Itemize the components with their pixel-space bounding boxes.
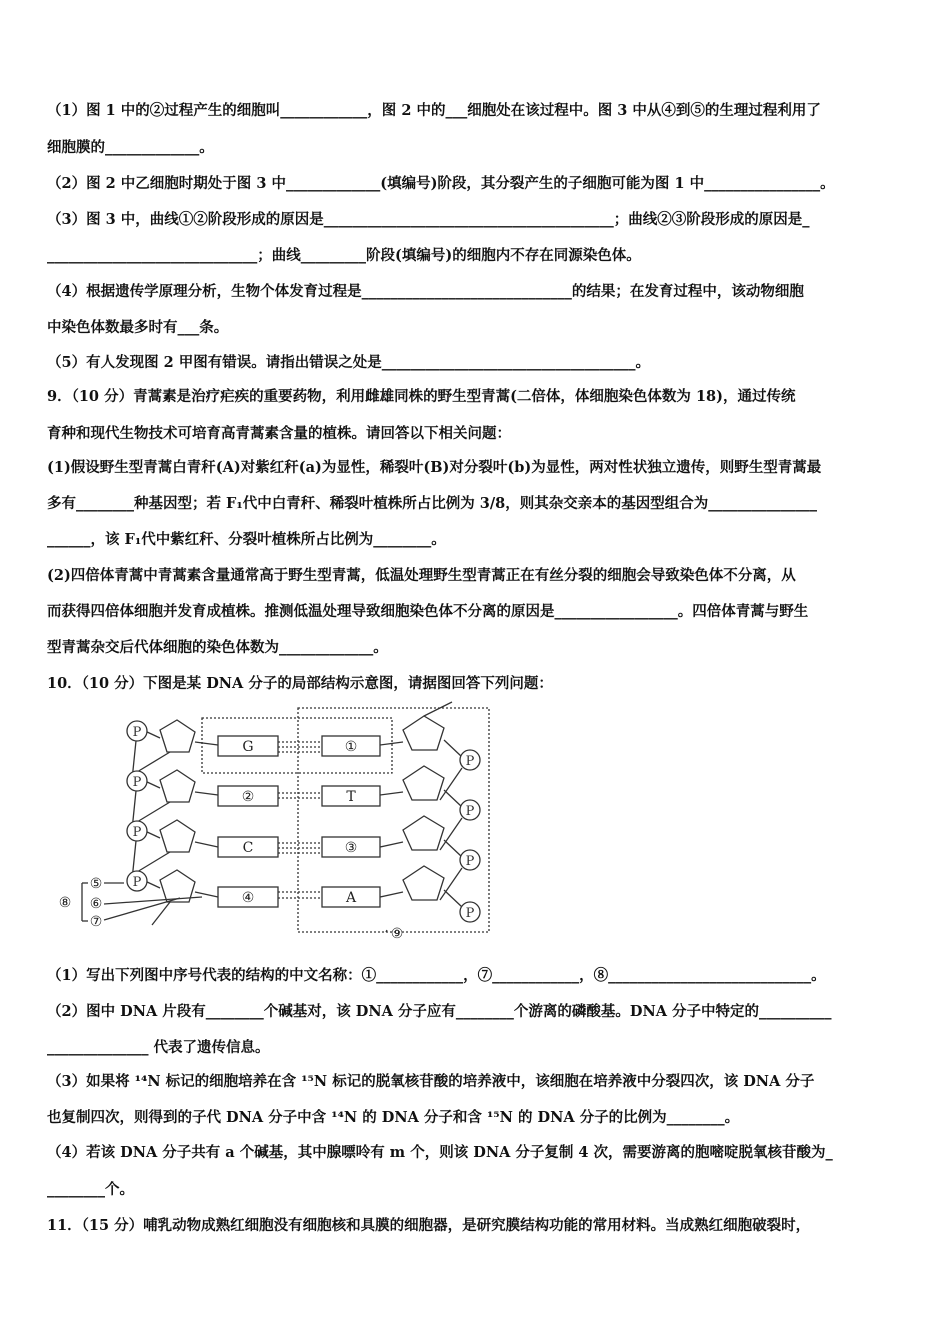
- base-left-4: ④: [241, 890, 255, 906]
- callout-6: ⑥: [89, 896, 103, 912]
- svg-text:P: P: [465, 804, 475, 819]
- text-line-q9-2: (2)四倍体青蒿中青蒿素含量通常高于野生型青蒿，低温处理野生型青蒿正在有丝分裂的细胞会导致染色体不分离，从: [47, 567, 796, 584]
- text-line-q9-1c: ______，该 F₁代中紫红秆、分裂叶植株所占比例为________。: [47, 531, 446, 548]
- svg-text:P: P: [465, 854, 475, 869]
- svg-text:P: P: [132, 875, 142, 890]
- text-line-q9-1: (1)假设野生型青蒿白青秆(A)对紫红秆(a)为显性，稀裂叶(B)对分裂叶(b)为显性，两对性状独立遗传，则野生型青蒿最: [47, 459, 822, 476]
- text-line-q8-2: （2）图 2 中乙细胞时期处于图 3 中_____________(填编号)阶段，其分裂产生的子细胞可能为图 1 中________________。: [47, 175, 835, 192]
- base-left-2: ②: [241, 789, 255, 805]
- base-right-4: A: [345, 890, 357, 906]
- base-right-2: T: [346, 789, 356, 805]
- text-line-q11-head: 11．（15 分）哺乳动物成熟红细胞没有细胞核和具膜的细胞器，是研究膜结构功能的常用材料。当成熟红细胞破裂时，: [47, 1217, 811, 1234]
- svg-text:P: P: [132, 825, 142, 840]
- text-line-q9-head: 9．（10 分）青蒿素是治疗疟疾的重要药物，利用雌雄同株的野生型青蒿(二倍体，体细胞染色体数为 18)，通过传统: [47, 388, 796, 405]
- text-line-q8-5: （5）有人发现图 2 甲图有错误。请指出错误之处是___________________________________。: [47, 354, 651, 371]
- text-line-q10-3: （3）如果将 ¹⁴N 标记的细胞培养在含 ¹⁵N 标记的脱氧核苷酸的培养液中，该细胞在培养液中分裂四次，该 DNA 分子: [47, 1073, 815, 1090]
- text-line-q8-1: （1）图 1 中的②过程产生的细胞叫____________，图 2 中的___细胞处在该过程中。图 3 中从④到⑤的生理过程利用了: [47, 102, 821, 119]
- text-line-q8-3b: _____________________________；曲线_________阶段(填编号)的细胞内不存在同源染色体。: [47, 247, 641, 264]
- callout-5: ⑤: [89, 876, 103, 892]
- text-line-q8-4: （4）根据遗传学原理分析，生物个体发育过程是_____________________________的结果；在发育过程中，该动物细胞: [47, 283, 804, 300]
- text-line-q8-1b: 细胞膜的_____________。: [47, 139, 214, 156]
- text-line-q10-2b: ______________ 代表了遗传信息。: [47, 1039, 270, 1056]
- svg-text:P: P: [132, 725, 142, 740]
- text-line-q9-head-b: 育种和现代生物技术可培育高青蒿素含量的植株。请回答以下相关问题：: [47, 425, 511, 442]
- text-line-q9-1b: 多有________种基因型；若 F₁代中白青秆、稀裂叶植株所占比例为 3/8，则其杂交亲本的基因型组合为_______________: [47, 495, 817, 512]
- base-left-3: C: [242, 840, 254, 856]
- dna-structure-diagram: [52, 700, 502, 940]
- base-right-3: ③: [344, 840, 358, 856]
- text-line-q10-2: （2）图中 DNA 片段有________个碱基对，该 DNA 分子应有________个游离的磷酸基。DNA 分子中特定的__________: [47, 1003, 832, 1020]
- svg-text:P: P: [132, 775, 142, 790]
- svg-text:P: P: [465, 906, 475, 921]
- callout-8: ⑧: [58, 895, 72, 911]
- text-line-q10-4: （4）若该 DNA 分子共有 a 个碱基，其中腺嘌呤有 m 个，则该 DNA 分子复制 4 次，需要游离的胞嘧啶脱氧核苷酸为_: [47, 1144, 833, 1161]
- base-left-1: G: [242, 739, 254, 755]
- callout-7: ⑦: [89, 914, 103, 930]
- text-line-q8-4b: 中染色体数最多时有___条。: [47, 319, 229, 336]
- text-line-q10-4b: ________个。: [47, 1181, 134, 1198]
- base-right-1: ①: [344, 739, 358, 755]
- callout-9: ⑨: [390, 926, 404, 940]
- text-line-q8-3: （3）图 3 中，曲线①②阶段形成的原因是________________________________________；曲线②③阶段形成的原因是_: [47, 211, 810, 228]
- text-line-q10-head: 10．（10 分）下图是某 DNA 分子的局部结构示意图，请据图回答下列问题：: [47, 675, 553, 692]
- text-line-q9-2c: 型青蒿杂交后代体细胞的染色体数为_____________。: [47, 639, 388, 656]
- text-line-q9-2b: 而获得四倍体细胞并发育成植株。推测低温处理导致细胞染色体不分离的原因是_________________。四倍体青蒿与野生: [47, 603, 809, 620]
- text-line-q10-1: （1）写出下列图中序号代表的结构的中文名称：①____________，⑦____________，⑧____________________________。: [47, 967, 826, 984]
- text-line-q10-3b: 也复制四次，则得到的子代 DNA 分子中含 ¹⁴N 的 DNA 分子和含 ¹⁵N 的 DNA 分子的比例为________。: [47, 1109, 740, 1126]
- svg-text:P: P: [465, 754, 475, 769]
